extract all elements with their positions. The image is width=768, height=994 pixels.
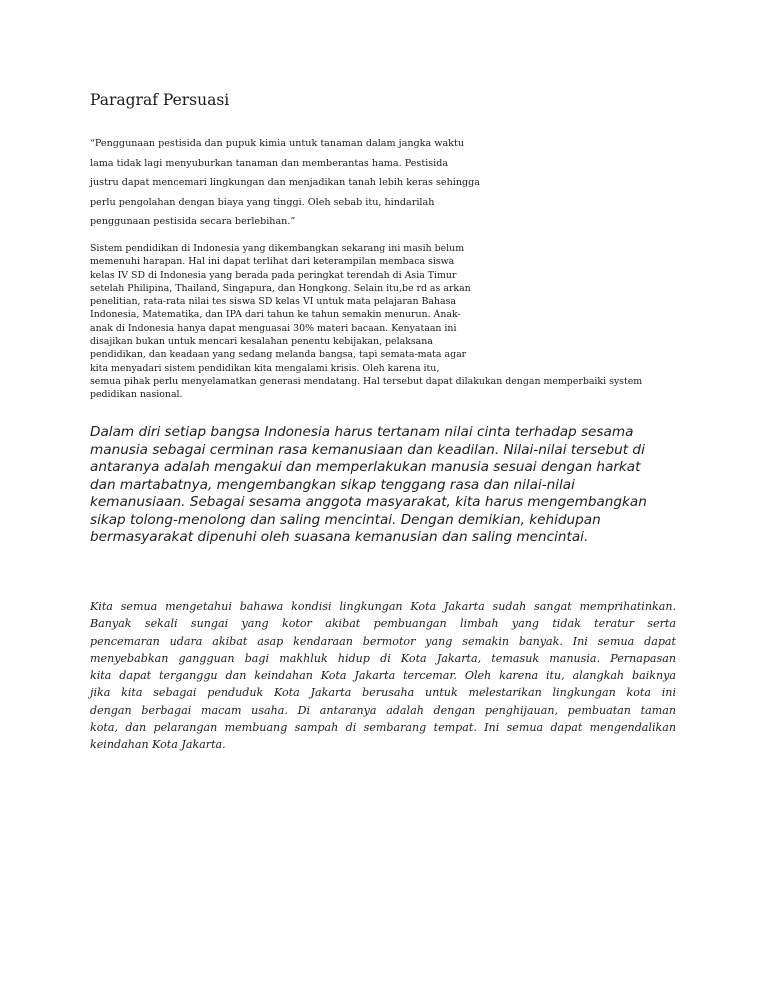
paragraph-line: dan martabatnya, mengembangkan sikap tenggang rasa dan nilai-nilai <box>90 476 575 493</box>
paragraph-line: Kita semua mengetahui bahawa kondisi lingkungan Kota Jakarta sudah sangat memprihatinkan. <box>90 600 676 613</box>
paragraph-line: manusia sebagai cerminan rasa kemanusiaan dan keadilan. Nilai-nilai tersebut di <box>90 441 645 458</box>
paragraph-line: bermasyarakat dipenuhi oleh suasana kemanusian dan saling mencintai. <box>90 529 589 545</box>
paragraph-line: Dalam diri setiap bangsa Indonesia harus tertanam nilai cinta terhadap sesama <box>90 424 634 440</box>
paragraph-line: pendidikan, dan keadaan yang sedang melanda bangsa, tapi semata-mata agar <box>90 349 467 361</box>
paragraph-line: kelas IV SD di Indonesia yang berada pada peringkat terendah di Asia Timur <box>90 269 457 281</box>
paragraph-line: semua pihak perlu menyelamatkan generasi mendatang. Hal tersebut dapat dilakukan dengan memperbaiki system <box>90 375 643 387</box>
paragraph-lingkungan-jakarta <box>90 598 676 754</box>
paragraph-line: kota, dan pelarangan membuang sampah di sembarang tempat. Ini semua dapat mengendalikan <box>90 721 676 735</box>
paragraph-line: kemanusiaan. Sebagai sesama anggota masyarakat, kita harus mengembangkan <box>90 494 647 510</box>
paragraph-line: dengan berbagai macam usaha. Di antaranya adalah dengan penghijauan, pembuatan taman <box>90 703 676 717</box>
paragraph-line: pedidikan nasional. <box>90 389 183 401</box>
paragraph-line: menyebabkan gangguan bagi makhluk hidup di Kota Jakarta, temasuk manusia. Pernapasan <box>90 651 676 665</box>
paragraph-line: memenuhi harapan. Hal ini dapat terlihat dari keterampilan membaca siswa <box>90 256 455 268</box>
paragraph-line: sikap tolong-menolong dan saling mencintai. Dengan demikian, kehidupan <box>90 511 601 528</box>
paragraph-line: kita dapat terganggu dan keindahan Kota Jakarta tercemar. Oleh karena itu, alangkah baiknya <box>90 669 676 683</box>
paragraph-kemanusiaan <box>90 424 647 547</box>
paragraph-line: Banyak sekali sungai yang kotor akibat pembuangan limbah yang tidak teratur serta <box>90 617 676 631</box>
paragraph-line: setelah Philipina, Thailand, Singapura, dan Hongkong. Selain itu,be rd as arkan <box>90 282 471 294</box>
paragraph-line: anak di Indonesia hanya dapat menguasai 30% materi bacaan. Kenyataan ini <box>90 322 457 334</box>
paragraph-line: pencemaran udara akibat asap kendaraan bermotor yang semakin banyak. Ini semua dapat <box>90 634 676 648</box>
paragraph-line: lama tidak lagi menyuburkan tanaman dan memberantas hama. Pestisida <box>90 157 449 169</box>
paragraph-line: justru dapat mencemari lingkungan dan menjadikan tanah lebih keras sehingga <box>90 177 481 188</box>
paragraph-line: perlu pengolahan dengan biaya yang tinggi. Oleh sebab itu, hindarilah <box>90 196 435 208</box>
paragraph-line: penggunaan pestisida secara berlebihan.” <box>90 216 296 227</box>
paragraph-line: Sistem pendidikan di Indonesia yang dikembangkan sekarang ini masih belum <box>90 243 465 254</box>
paragraph-line: jika kita sebagai penduduk Kota Jakarta berusaha untuk melestarikan lingkungan kota ini <box>90 686 676 700</box>
paragraph-line: antaranya adalah mengakui dan memperlakukan manusia sesuai dengan harkat <box>90 459 641 475</box>
paragraph-pendidikan <box>90 242 642 402</box>
paragraph-line: keindahan Kota Jakarta. <box>90 738 226 752</box>
paragraph-line: disajikan bukan untuk mencari kesalahan penentu kebijakan, pelaksana <box>90 336 433 348</box>
paragraph-line: Indonesia, Matematika, dan IPA dari tahun ke tahun semakin menurun. Anak- <box>90 309 461 321</box>
paragraph-line: penelitian, rata-rata nilai tes siswa SD kelas VI untuk mata pelajaran Bahasa <box>90 296 456 308</box>
paragraph-line: “Penggunaan pestisida dan pupuk kimia untuk tanaman dalam jangka waktu <box>90 138 465 149</box>
paragraph-line: kita menyadari sistem pendidikan kita mengalami krisis. Oleh karena itu, <box>90 362 440 374</box>
paragraph-pestisida <box>90 134 480 232</box>
document-title: Paragraf Persuasi <box>90 91 230 109</box>
